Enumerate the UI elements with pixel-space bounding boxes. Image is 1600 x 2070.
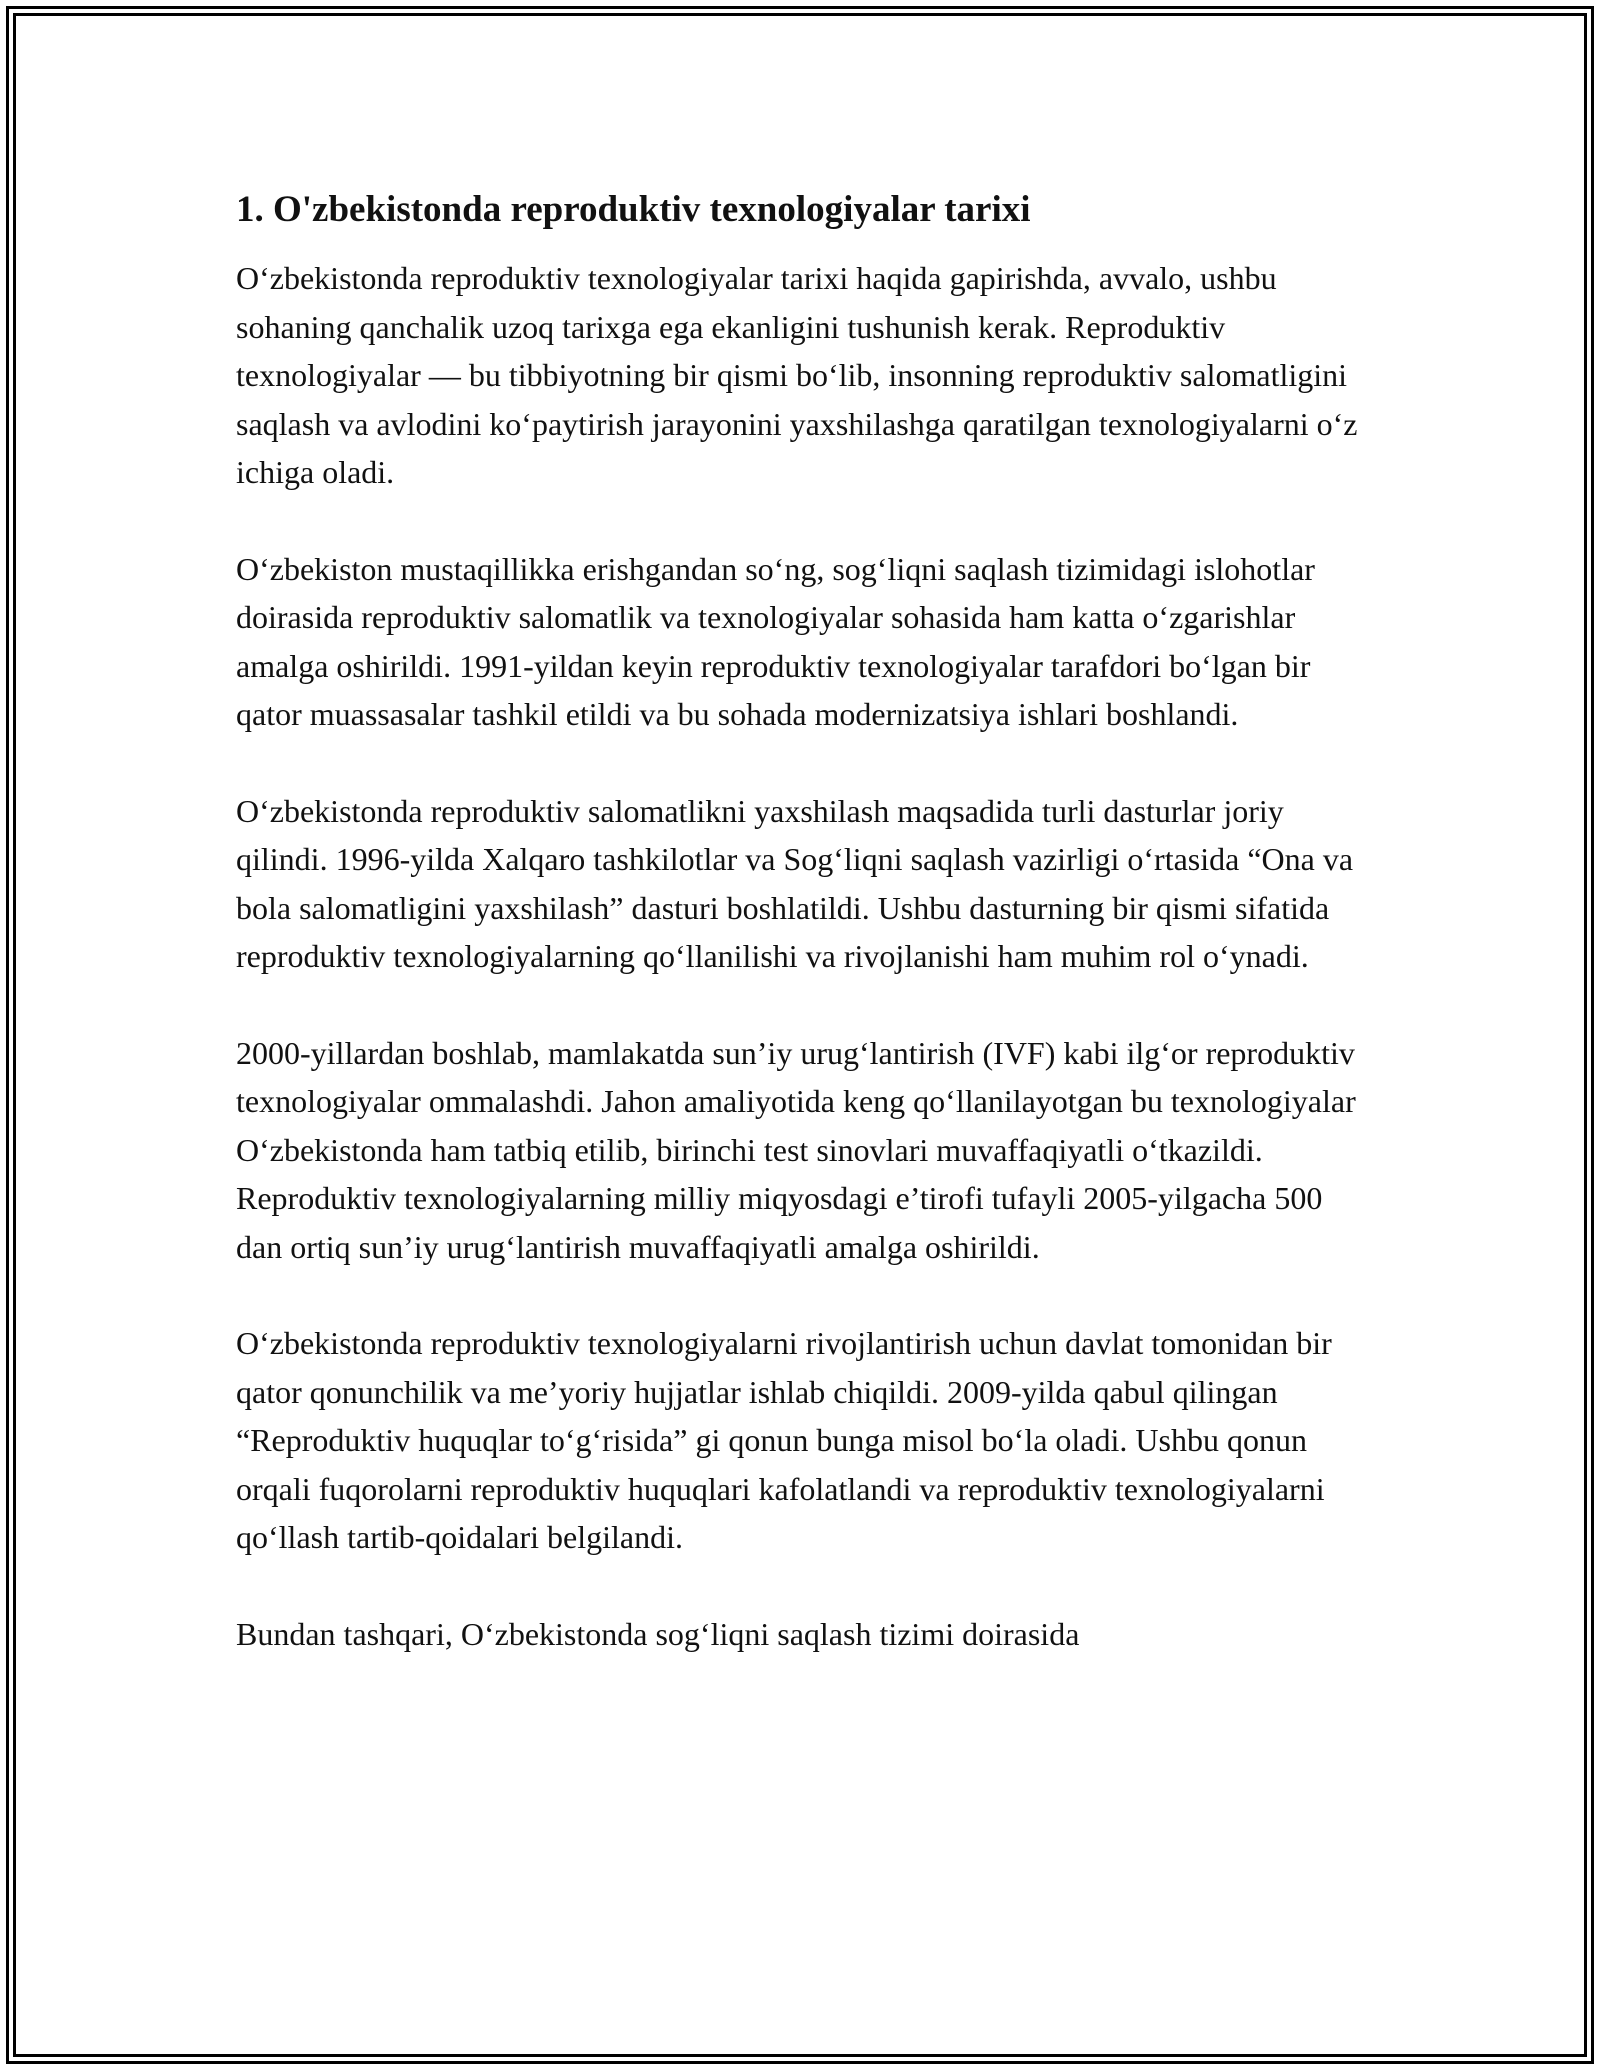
section-title: 1. O'zbekistonda reproduktiv texnologiyalar tarixi — [236, 189, 1031, 230]
paragraph-6: Bundan tashqari, O‘zbekistonda sog‘liqni saqlash tizimi doirasida — [236, 1615, 1080, 1652]
paragraph-4: 2000-yillardan boshlab, mamlakatda sun’iy urug‘lantirish (IVF) kabi ilg‘or reproduktiv texnologiyalar ommalashdi. Jahon amaliyotida keng qo‘llanilayotgan bu texnologiyalar O‘zbekistonda ham tatbiq etilib, birinchi test sinovlari muvaffaqiyatli o‘tkazildi. Reproduktiv texnologiyalarning milliy miqyosdagi e’tirofi tufayli 2005-yilgacha 500 dan ortiq sun’iy urug‘lantirish muvaffaqiyatli amalga oshirildi. — [236, 1034, 1356, 1265]
paragraph-2: O‘zbekiston mustaqillikka erishgandan so‘ng, sog‘liqni saqlash tizimidagi islohotlar doirasida reproduktiv salomatlik va texnologiyalar sohasida ham katta o‘zgarishlar amalga oshirildi. 1991-yildan keyin reproduktiv texnologiyalar tarafdori bo‘lgan bir qator muassasalar tashkil etildi va bu sohada modernizatsiya ishlari boshlandi. — [236, 550, 1315, 732]
paragraph-3: O‘zbekistonda reproduktiv salomatlikni yaxshilash maqsadida turli dasturlar joriy qilindi. 1996-yilda Xalqaro tashkilotlar va Sog‘liqni saqlash vazirligi o‘rtasida “Ona va bola salomatligini yaxshilash” dasturi boshlatildi. Ushbu dasturning bir qismi sifatida reproduktiv texnologiyalarning qo‘llanilishi va rivojlanishi ham muhim rol o‘ynadi. — [236, 792, 1354, 974]
paragraph-1: O‘zbekistonda reproduktiv texnologiyalar tarixi haqida gapirishda, avvalo, ushbu sohaning qanchalik uzoq tarixga ega ekanligini tushunish kerak. Reproduktiv texnologiyalar — bu tibbiyotning bir qismi bo‘lib, insonning reproduktiv salomatligini saqlash va avlodini ko‘paytirish jarayonini yaxshilashga qaratilgan texnologiyalarni o‘z ichiga oladi. — [236, 260, 1358, 490]
document-body — [236, 186, 1376, 1706]
paragraph-5: O‘zbekistonda reproduktiv texnologiyalarni rivojlantirish uchun davlat tomonidan bir qator qonunchilik va me’yoriy hujjatlar ishlab chiqildi. 2009-yilda qabul qilingan “Reproduktiv huquqlar to‘g‘risida” gi qonun bunga misol bo‘la oladi. Ushbu qonun orqali fuqorolarni reproduktiv huquqlari kafolatlandi va reproduktiv texnologiyalarni qo‘llash tartib-qoidalari belgilandi. — [236, 1325, 1332, 1555]
